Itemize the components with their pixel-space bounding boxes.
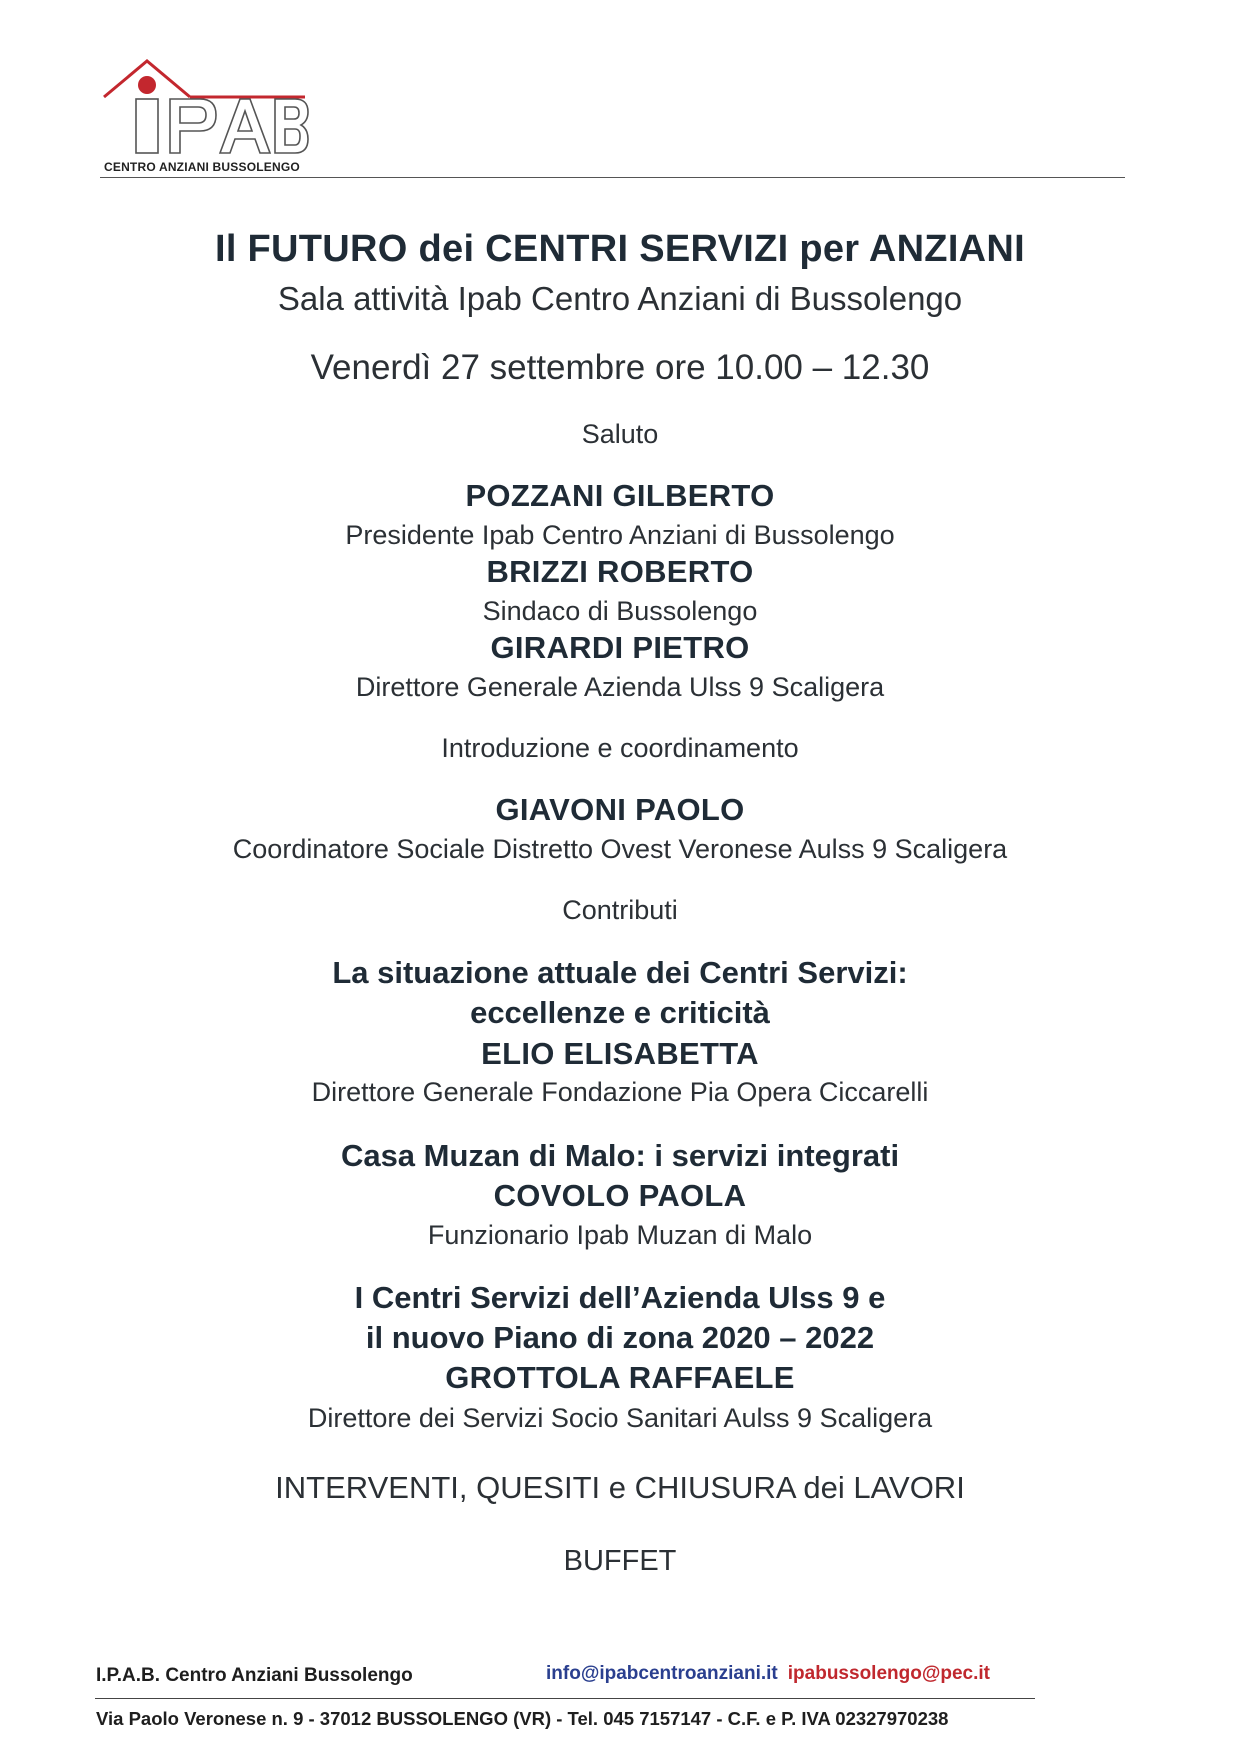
logo-dot [138,76,156,94]
logo-letters [136,99,308,153]
footer-org: I.P.A.B. Centro Anziani Bussolengo [96,1665,413,1686]
event-datetime: Venerdì 27 settembre ore 10.00 – 12.30 [310,348,930,387]
greeting-heading: Saluto [581,419,659,449]
buffet: BUFFET [563,1545,677,1577]
speaker-name: GIRARDI PIETRO [490,630,750,665]
talk-speaker: ELIO ELISABETTA [481,1036,759,1071]
closing-session: INTERVENTI, QUESITI e CHIUSURA dei LAVORI [275,1470,965,1505]
intro-heading: Introduzione e coordinamento [441,733,799,763]
speaker-name: POZZANI GILBERTO [465,478,775,513]
logo-caption: CENTRO ANZIANI BUSSOLENGO [104,160,300,174]
talk-title: Casa Muzan di Malo: i servizi integrati [340,1138,900,1173]
speaker-name: BRIZZI ROBERTO [486,554,754,589]
speaker-role: Presidente Ipab Centro Anziani di Bussolengo [345,520,895,550]
talk-speaker-role: Direttore dei Servizi Socio Sanitari Aulss 9 Scaligera [307,1403,933,1433]
speaker-role: Direttore Generale Azienda Ulss 9 Scaligera [355,672,885,702]
talk-speaker: GROTTOLA RAFFAELE [445,1360,795,1395]
contributions-heading: Contributi [562,895,678,925]
coordinator-name: GIAVONI PAOLO [495,792,745,827]
footer-contacts [546,1663,990,1685]
talk-title: il nuovo Piano di zona 2020 – 2022 [365,1320,875,1355]
talk-speaker: COVOLO PAOLA [493,1178,747,1213]
event-venue: Sala attività Ipab Centro Anziani di Bussolengo [277,280,963,317]
coordinator-role: Coordinatore Sociale Distretto Ovest Veronese Aulss 9 Scaligera [232,834,1008,864]
footer-pec-link[interactable]: ipabussolengo@pec.it [787,1663,990,1684]
footer-address: Via Paolo Veronese n. 9 - 37012 BUSSOLENGO (VR) - Tel. 045 7157147 - C.F. e P. IVA 02327970238 [96,1708,949,1729]
footer-divider [95,1698,1035,1699]
talk-title: La situazione attuale dei Centri Servizi: [332,955,908,990]
speaker-role: Sindaco di Bussolengo [482,596,758,626]
talk-title: I Centri Servizi dell’Azienda Ulss 9 e [354,1280,886,1315]
event-title: Il FUTURO dei CENTRI SERVIZI per ANZIANI [214,228,1026,270]
talk-title: eccellenze e criticità [470,995,770,1030]
header-divider [100,177,1125,178]
footer-email-link[interactable]: info@ipabcentroanziani.it [546,1663,778,1684]
talk-speaker-role: Direttore Generale Fondazione Pia Opera Ciccarelli [311,1077,929,1107]
talk-speaker-role: Funzionario Ipab Muzan di Malo [427,1220,813,1250]
